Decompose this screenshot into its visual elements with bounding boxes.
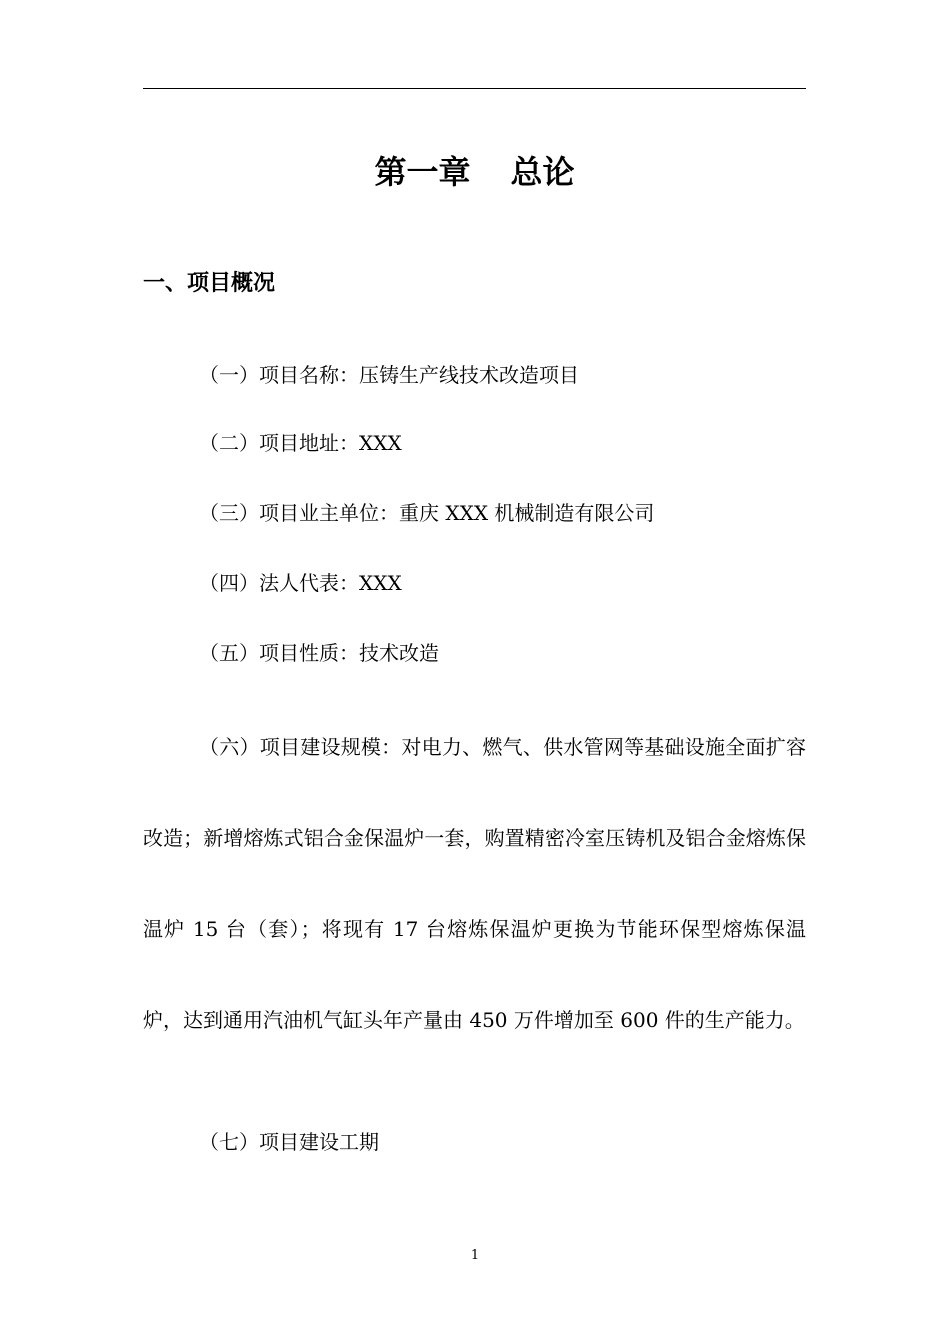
item-legal-representative: （四）法人代表：XXX xyxy=(199,571,402,595)
item-project-address: （二）项目地址：XXX xyxy=(199,431,402,455)
item-project-name: （一）项目名称：压铸生产线技术改造项目 xyxy=(199,363,579,387)
item-construction-period: （七）项目建设工期 xyxy=(199,1130,379,1154)
item-construction-scale: （六）项目建设规模：对电力、燃气、供水管网等基础设施全面扩容改造；新增熔炼式铝合金保温炉一套，购置精密冷室压铸机及铝合金熔炼保温炉 15 台（套）；将现有 17 台熔炼保温炉更换为节能环保型熔炼保温炉，达到通用汽油机气缸头年产量由 450 万件增加至 600 件的生产能力。 xyxy=(143,735,806,1032)
chapter-number: 第一章 xyxy=(374,153,471,191)
chapter-title xyxy=(143,148,806,196)
page-number: 1 xyxy=(470,1248,480,1263)
item-project-owner: （三）项目业主单位：重庆 XXX 机械制造有限公司 xyxy=(199,501,655,525)
chapter-name: 总论 xyxy=(510,153,575,191)
header-rule xyxy=(143,88,806,89)
item-project-nature: （五）项目性质：技术改造 xyxy=(199,641,439,665)
section-heading: 一、项目概况 xyxy=(143,270,276,296)
